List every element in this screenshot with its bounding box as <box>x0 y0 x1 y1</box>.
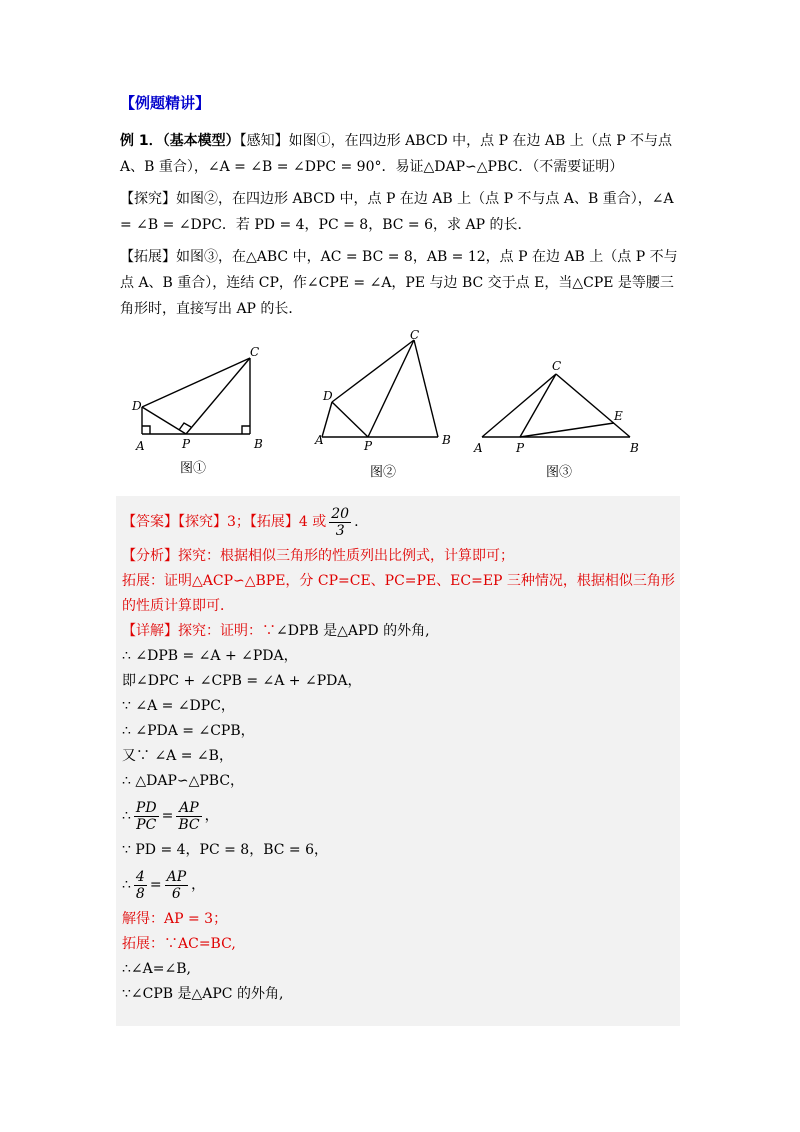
figure-3 <box>482 374 630 437</box>
solution-line-1 <box>122 619 677 644</box>
fig1-point-C: C <box>250 345 260 359</box>
fig2-label: 图② <box>370 465 397 480</box>
comma: ， <box>204 808 219 824</box>
analysis-line-1: 【分析】探究：根据相似三角形的性质列出比例式，计算即可； <box>122 548 514 564</box>
fig2-point-P: P <box>364 439 373 453</box>
solution-line-10 <box>122 863 677 907</box>
answer-section <box>122 500 677 1007</box>
fig3-segment-AC <box>482 374 556 437</box>
extension-line-1: 拓展：∵AC=BC, <box>122 936 236 952</box>
fig1-point-B: B <box>254 437 263 451</box>
solution-line-5: ∴ ∠PDA = ∠CPB， <box>122 723 255 739</box>
problem-statement <box>120 128 680 328</box>
fraction-numerator: PD <box>135 799 157 816</box>
fraction-numerator: AP <box>166 868 187 885</box>
solution-math: ∠DPB 是△APD 的外角, <box>276 623 430 639</box>
figures-row <box>120 330 680 490</box>
extension-line-2: ∴∠A=∠B, <box>122 961 191 977</box>
fraction-denominator: BC <box>178 816 200 833</box>
fig3-point-P: P <box>516 441 525 455</box>
fig2-segment-DC <box>332 340 414 402</box>
solution-line-7: ∴ △DAP∽△PBC， <box>122 773 245 789</box>
equals-sign: = <box>149 877 162 893</box>
fig1-right-angle-P <box>179 423 191 430</box>
fig1-right-angle-B <box>242 426 250 434</box>
ratio-fraction-1 <box>134 800 159 833</box>
answer-label: 【答案】【探究】3；【拓展】4 或 <box>122 514 327 530</box>
fig1-point-A: A <box>136 439 145 453</box>
fig3-segment-CB <box>556 374 630 437</box>
therefore-symbol: ∴ <box>122 808 131 824</box>
value-fraction-1 <box>134 869 147 902</box>
fig3-point-C: C <box>552 359 562 373</box>
therefore-symbol: ∴ <box>122 877 131 893</box>
fig3-segment-PE <box>520 423 614 437</box>
fig1-label: 图① <box>180 461 207 476</box>
fig2-point-C: C <box>410 330 420 342</box>
solution-line-11: 解得：AP = 3； <box>122 911 228 927</box>
solution-line-2: ∴ ∠DPB = ∠A + ∠PDA， <box>122 648 298 664</box>
figure-1 <box>142 358 250 434</box>
problem-paragraph-1 <box>120 128 680 180</box>
fig1-point-D: D <box>132 399 142 413</box>
geometry-figures <box>120 330 680 490</box>
figure-2 <box>322 340 438 437</box>
fraction-numerator: 20 <box>331 505 350 522</box>
fig3-point-B: B <box>630 441 639 455</box>
fig1-segment-PC <box>186 358 250 434</box>
solution-line-8 <box>122 794 677 838</box>
fraction-denominator: PC <box>136 816 157 833</box>
fraction-denominator: 8 <box>135 885 145 902</box>
answer-fraction <box>329 506 351 539</box>
analysis-line-2: 拓展：证明△ACP∽△BPE，分 CP=CE、PC=PE、EC=EP 三种情况，根据相似三角形的性质计算即可． <box>122 573 675 614</box>
fig3-point-A: A <box>474 441 483 455</box>
comma: ， <box>191 877 206 893</box>
solution-line-9: ∵ PD = 4，PC = 8，BC = 6， <box>122 842 329 858</box>
fraction-numerator: 4 <box>135 868 145 885</box>
fig1-point-P: P <box>182 437 191 451</box>
problem-paragraph-3: 【拓展】如图③，在△ABC 中，AC = BC = 8，AB = 12，点 P 在边 AB 上（点 P 不与点 A、B 重合），连结 CP，作∠CPE = ∠A，PE 与边 BC 交于点 E，当△CPE 是等腰三角形时，直接写出 AP 的长． <box>120 249 678 317</box>
solution-line-6: 又∵ ∠A = ∠B， <box>122 748 233 764</box>
equals-sign: = <box>161 808 174 824</box>
example-label: 例 1．（基本模型） <box>120 133 240 149</box>
fig3-point-E: E <box>614 409 623 423</box>
fig2-segment-AD <box>322 402 332 437</box>
fig2-segment-CB <box>414 340 438 437</box>
section-heading: 【例题精讲】 <box>120 94 211 112</box>
extension-line-3: ∵∠CPB 是△APC 的外角, <box>122 986 284 1002</box>
solution-line-3: 即∠DPC + ∠CPB = ∠A + ∠PDA， <box>122 673 362 689</box>
fig2-point-B: B <box>442 433 451 447</box>
fig2-segment-DP <box>332 402 368 437</box>
value-fraction-2 <box>165 869 189 902</box>
solution-label: 【详解】探究：证明：∵ <box>122 623 276 639</box>
fraction-denominator: 6 <box>171 885 181 902</box>
fig2-point-A: A <box>315 433 324 447</box>
fig2-point-D: D <box>323 389 333 403</box>
fig3-label: 图③ <box>546 465 573 480</box>
solution-line-4: ∵ ∠A = ∠DPC， <box>122 698 235 714</box>
fig3-segment-PC <box>520 374 556 437</box>
fraction-denominator: 3 <box>335 522 345 539</box>
answer-line <box>122 500 677 544</box>
fig1-segment-DC <box>142 358 250 407</box>
answer-period: . <box>354 514 359 530</box>
perception-text: 【感知】如图①，在四边形 ABCD 中，点 P 在边 AB 上（点 P 不与点 A、B 重合），∠A = ∠B = ∠DPC = 90°．易证△DAP∽△PBC．（不需要证明） <box>120 133 673 175</box>
fig2-segment-PC <box>368 340 414 437</box>
ratio-fraction-2 <box>176 800 201 833</box>
fig1-right-angle-A <box>142 426 150 434</box>
fraction-numerator: AP <box>176 800 201 817</box>
problem-paragraph-2: 【探究】如图②，在四边形 ABCD 中，点 P 在边 AB 上（点 P 不与点 A、B 重合），∠A = ∠B = ∠DPC．若 PD = 4，PC = 8，BC = 6，求 AP 的长． <box>120 191 674 233</box>
